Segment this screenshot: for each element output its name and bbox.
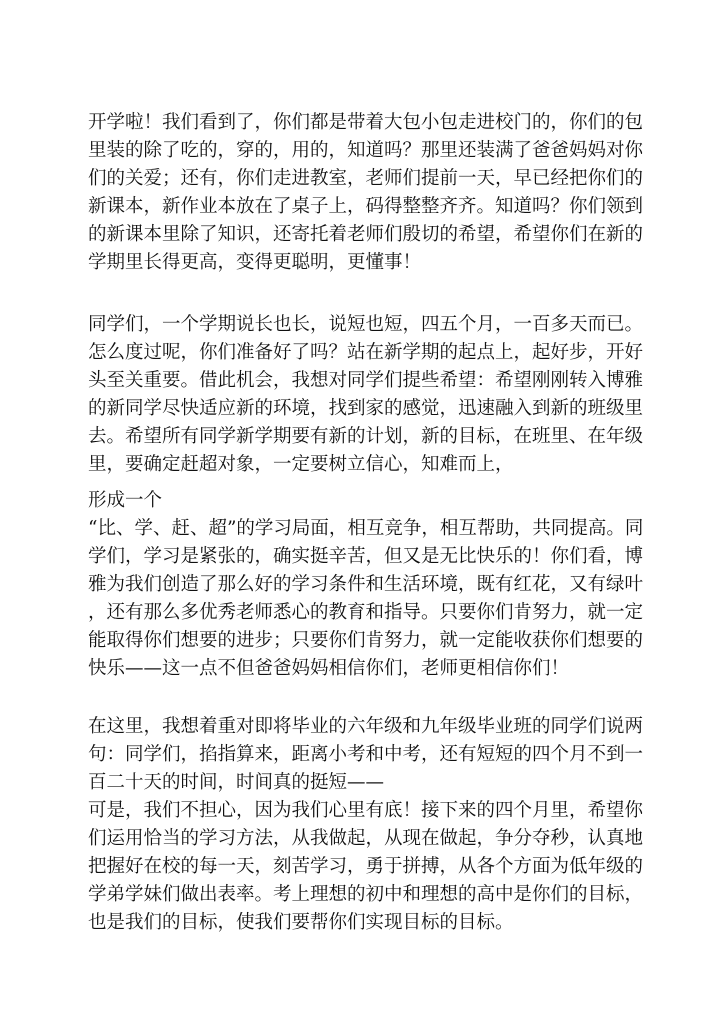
text-line: 形成一个	[88, 490, 163, 511]
text-line: ，还有那么多优秀老师悉心的教育和指导。只要你们肯努力，就一定	[88, 602, 644, 623]
text-line: 里装的除了吃的，穿的，用的，知道吗？那里还装满了爸爸妈妈对你	[88, 140, 644, 161]
text-line: 去。希望所有同学新学期要有新的计划，新的目标，在班里、在年级	[88, 426, 644, 447]
text-line: 百二十天的时间，时间真的挺短——	[88, 772, 385, 793]
text-line: 能取得你们想要的进步；只要你们肯努力，就一定能收获你们想要的	[88, 630, 644, 651]
text-line: 们的关爱；还有，你们走进教室，老师们提前一天，早已经把你们的	[88, 168, 644, 189]
text-line: 句：同学们，掐指算来，距离小考和中考，还有短短的四个月不到一	[88, 744, 644, 765]
text-line: 雅为我们创造了那么好的学习条件和生活环境，既有红花，又有绿叶	[88, 574, 644, 595]
text-line: 头至关重要。借此机会，我想对同学们提些希望：希望刚刚转入博雅	[88, 370, 644, 391]
text-line: 学期里长得更高，变得更聪明，更懂事！	[88, 252, 422, 273]
text-line: 快乐——这一点不但爸爸妈妈相信你们，老师更相信你们！	[88, 658, 570, 679]
text-line: 同学们，一个学期说长也长，说短也短，四五个月，一百多天而已。	[88, 314, 644, 335]
text-line: 的新课本里除了知识，还寄托着老师们殷切的希望，希望你们在新的	[88, 224, 644, 245]
text-line: 开学啦！我们看到了，你们都是带着大包小包走进校门的，你们的包	[88, 112, 644, 133]
text-line: “比、学、赶、超”的学习局面，相互竞争，相互帮助，共同提高。同	[88, 518, 644, 539]
text-line: 里，要确定赶超对象，一定要树立信心，知难而上，	[88, 454, 514, 475]
text-line: 把握好在校的每一天，刻苦学习，勇于拼搏，从各个方面为低年级的	[88, 856, 644, 877]
text-line: 学弟学妹们做出表率。考上理想的初中和理想的高中是你们的目标，	[88, 884, 644, 905]
text-line: 可是，我们不担心，因为我们心里有底！接下来的四个月里，希望你	[88, 800, 644, 821]
text-line: 学们，学习是紧张的，确实挺辛苦，但又是无比快乐的！你们看，博	[88, 546, 644, 567]
text-line: 们运用恰当的学习方法，从我做起，从现在做起，争分夺秒，认真地	[88, 828, 644, 849]
text-line: 新课本，新作业本放在了桌子上，码得整整齐齐。知道吗？你们领到	[88, 196, 644, 217]
text-line: 在这里，我想着重对即将毕业的六年级和九年级毕业班的同学们说两	[88, 716, 644, 737]
text-line: 怎么度过呢，你们准备好了吗？站在新学期的起点上，起好步，开好	[88, 342, 644, 363]
text-line: 也是我们的目标，使我们要帮你们实现目标的目标。	[88, 912, 514, 933]
text-line: 的新同学尽快适应新的环境，找到家的感觉，迅速融入到新的班级里	[88, 398, 644, 419]
